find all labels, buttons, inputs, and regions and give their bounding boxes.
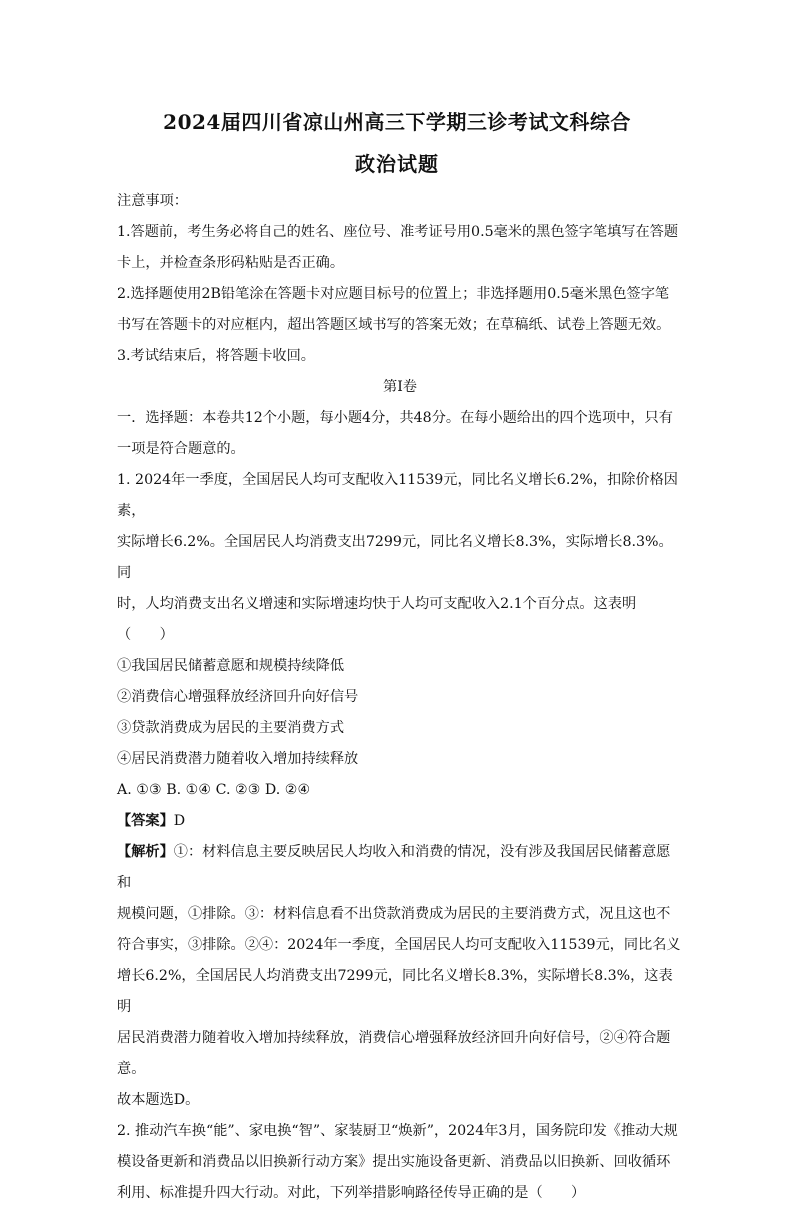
document-subtitle: 政治试题	[355, 152, 439, 176]
question-1-analysis-line-3: 符合事实，③排除。②④：2024年一季度，全国居民人均可支配收入11539元，同比名义	[117, 937, 681, 953]
note-1-line-2: 卡上，并检查条形码粘贴是否正确。	[117, 255, 345, 271]
answer-value: D	[173, 813, 186, 829]
question-1-line-1: 1. 2024年一季度，全国居民人均可支配收入11539元，同比名义增长6.2%，扣除价格因素，	[117, 472, 678, 519]
question-1-option-3: ③贷款消费成为居民的主要消费方式	[117, 720, 345, 736]
document-body	[117, 186, 683, 1209]
note-1-line-1: 1.答题前，考生务必将自己的姓名、座位号、准考证号用0.5毫米的黑色签字笔填写在答题	[117, 224, 679, 240]
analysis-text: ①：材料信息主要反映居民人均收入和消费的情况，没有涉及我国居民储蓄意愿和	[117, 844, 671, 891]
answer-label: 【答案】	[117, 813, 174, 829]
document-title: 2024届四川省凉山州高三下学期三诊考试文科综合	[163, 110, 631, 134]
question-2-line-1: 2. 推动汽车换“能”、家电换“智”、家装厨卫“焕新”，2024年3月，国务院印发《推动大规	[117, 1123, 678, 1139]
question-1-line-3: 时，人均消费支出名义增速和实际增速均快于人均可支配收入2.1个百分点。这表明（ ）	[117, 596, 637, 643]
section-heading-line-1: 一．选择题：本卷共12个小题，每小题4分，共48分。在每小题给出的四个选项中，只有	[117, 410, 673, 426]
question-1-analysis-line-6: 故本题选D。	[117, 1092, 200, 1108]
question-1-option-1: ①我国居民储蓄意愿和规模持续降低	[117, 658, 345, 674]
question-2-line-2: 模设备更新和消费品以旧换新行动方案》提出实施设备更新、消费品以旧换新、回收循环	[117, 1154, 671, 1170]
analysis-label: 【解析】	[117, 844, 174, 860]
question-1-option-4: ④居民消费潜力随着收入增加持续释放	[117, 751, 359, 767]
note-3: 3.考试结束后，将答题卡收回。	[117, 348, 315, 364]
note-2-line-1: 2.选择题使用2B铅笔涂在答题卡对应题目标号的位置上；非选择题用0.5毫米黑色签字笔	[117, 286, 670, 302]
note-2-line-2: 书写在答题卡的对应框内，超出答题区域书写的答案无效；在草稿纸、试卷上答题无效。	[117, 317, 671, 333]
section-heading-line-2: 一项是符合题意的。	[117, 441, 245, 457]
question-2-line-3: 利用、标准提升四大行动。对此，下列举措影响路径传导正确的是（ ）	[117, 1185, 586, 1201]
question-1-answer	[117, 806, 683, 837]
question-1-analysis-line-2: 规模问题，①排除。③：材料信息看不出贷款消费成为居民的主要消费方式，况且这也不	[117, 906, 671, 922]
question-1-choices: A. ①③ B. ①④ C. ②③ D. ②④	[117, 782, 311, 798]
question-1-option-2: ②消费信心增强释放经济回升向好信号	[117, 689, 359, 705]
question-1-analysis-line-1	[117, 837, 683, 899]
volume-heading: 第I卷	[383, 379, 417, 395]
question-1-analysis-line-5: 居民消费潜力随着收入增加持续释放，消费信心增强释放经济回升向好信号，②④符合题意。	[117, 1030, 671, 1077]
question-1-line-2: 实际增长6.2%。全国居民人均消费支出7299元，同比名义增长8.3%，实际增长8.3%。同	[117, 534, 673, 581]
notes-heading: 注意事项：	[117, 193, 188, 209]
question-1-analysis-line-4: 增长6.2%，全国居民人均消费支出7299元，同比名义增长8.3%，实际增长8.3%，这表明	[117, 968, 673, 1015]
